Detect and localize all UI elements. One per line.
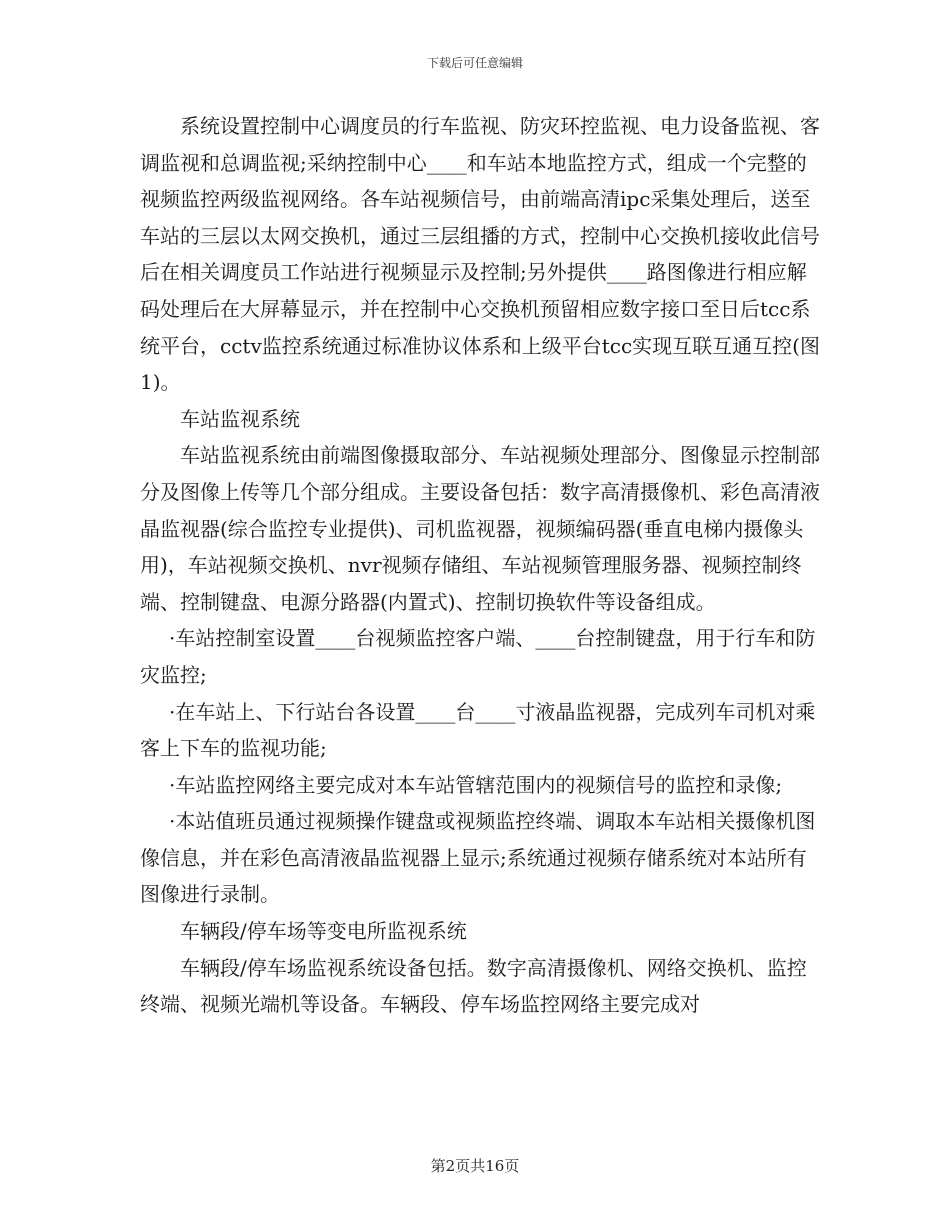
bullet-station-network: ·车站监控网络主要完成对本车站管辖范围内的视频信号的监控和录像; — [169, 772, 783, 797]
bullet-platform-monitors: ·在车站上、下行站台各设置____台____寸液晶监视器，完成列车司机对乘客上下车的监视功能; — [140, 699, 816, 761]
section-heading-depot-monitoring: 车辆段/停车场等变电所监视系统 — [180, 919, 467, 944]
paragraph-station-monitoring: 车站监视系统由前端图像摄取部分、车站视频处理部分、图像显示控制部分及图像上传等几个部分组成。主要设备包括：数字高清摄像机、彩色高清液晶监视器(综合监控专业提供)、司机监视器，视频编码器(垂直电梯内摄像头用)，车站视频交换机、nvr视频存储组、车站视频管理服务器、视频控制终端、控制键盘、电源分路器(内置式)、控制切换软件等设备组成。 — [140, 443, 820, 614]
paragraph-cctv-overview: 系统设置控制中心调度员的行车监视、防灾环控监视、电力设备监视、客调监视和总调监视;采纳控制中心____和车站本地监控方式，组成一个完整的视频监控两级监视网络。各车站视频信号，由前端高清ipc采集处理后，送至车站的三层以太网交换机，通过三层组播的方式，控制中心交换机接收此信号后在相关调度员工作站进行视频显示及控制;另外提供____路图像进行相应解码处理后在大屏幕显示，并在控制中心交换机预留相应数字接口至日后tcc系统平台，cctv监控系统通过标准协议体系和上级平台tcc实现互联互通互控(图1)。 — [140, 114, 820, 395]
bullet-control-room: ·车站控制室设置____台视频监控客户端、____台控制键盘，用于行车和防灾监控; — [140, 626, 816, 687]
bullet-duty-officer: ·本站值班员通过视频操作键盘或视频监控终端、调取本车站相关摄像机图像信息，并在彩色高清液晶监视器上显示;系统通过视频存储系统对本站所有图像进行录制。 — [140, 809, 816, 907]
paragraph-depot-monitoring: 车辆段/停车场监视系统设备包括。数字高清摄像机、网络交换机、监控终端、视频光端机等设备。车辆段、停车场监控网络主要完成对 — [140, 955, 807, 1017]
section-heading-station-monitoring: 车站监视系统 — [180, 406, 300, 431]
document-body — [140, 108, 820, 1023]
page-header: 下载后可任意编辑 — [426, 56, 523, 70]
page-number: 第2页共16页 — [430, 1157, 520, 1175]
